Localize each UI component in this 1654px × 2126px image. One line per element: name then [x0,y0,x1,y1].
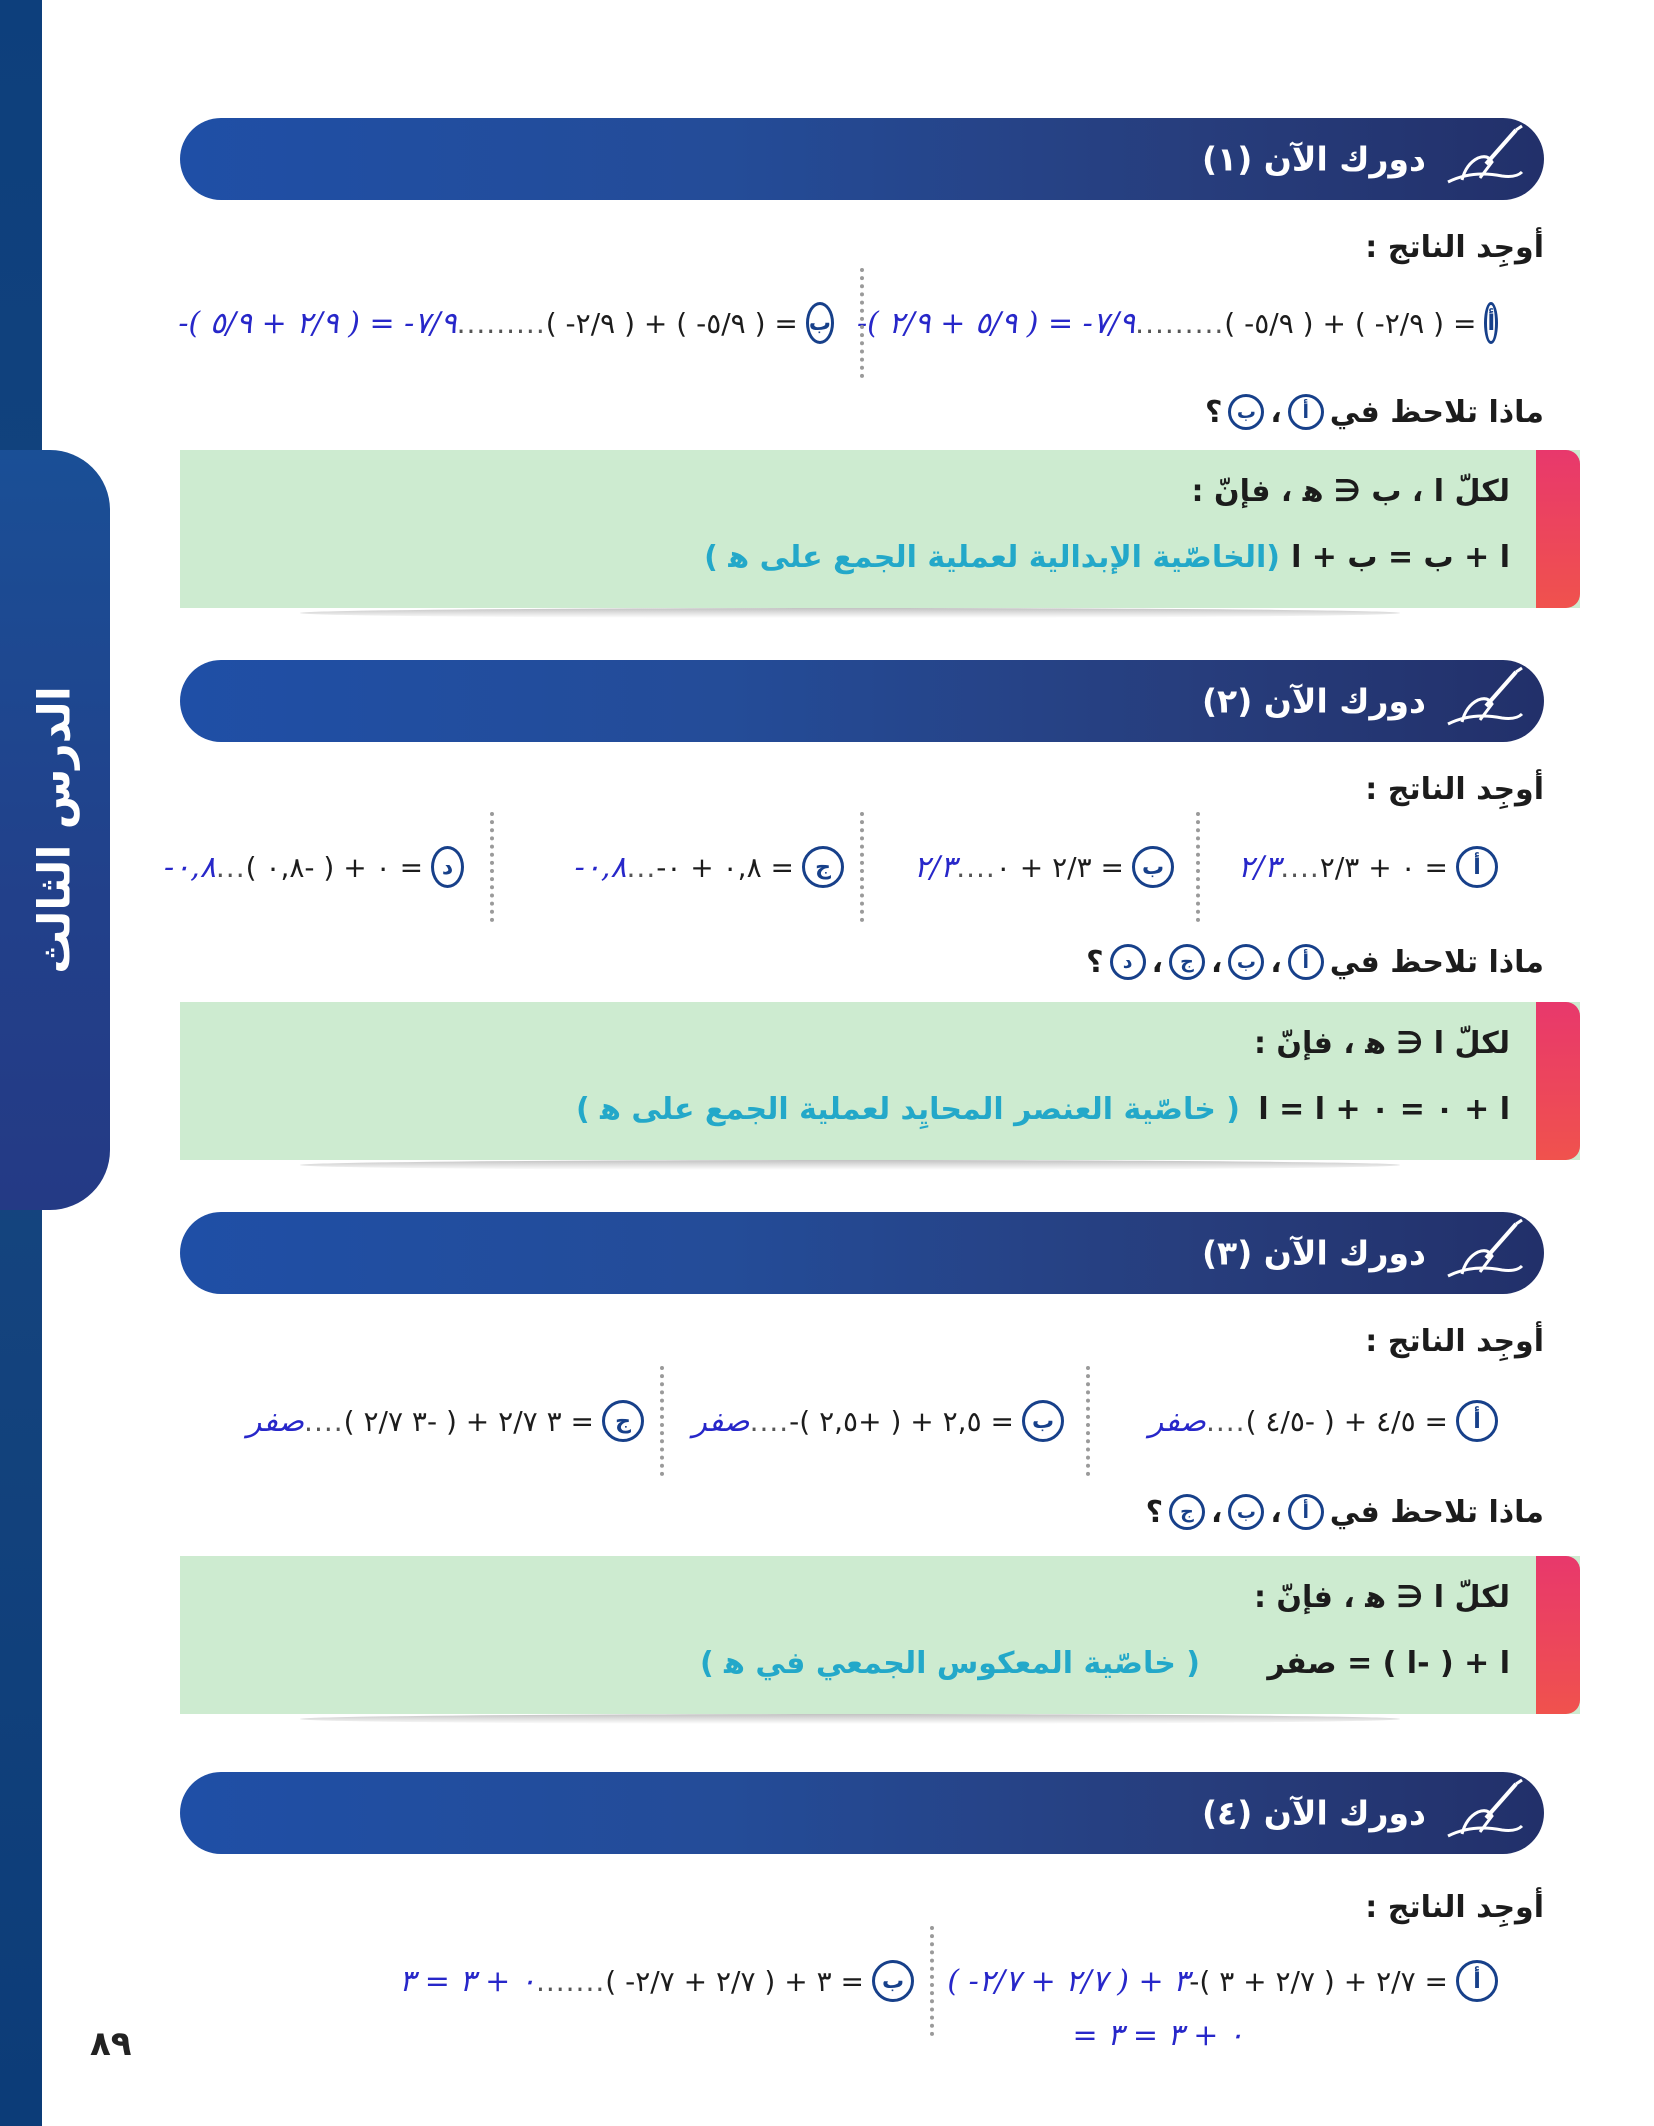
property-name: ( خاصّية العنصر المحايِد لعملية الجمع على ﻫ ) [575,1092,1240,1127]
question-text: ماذا تلاحظ في [1329,1494,1544,1530]
dotted-separator [860,268,864,378]
label-badge: ب [1022,1400,1064,1442]
dotted-separator [1086,1366,1090,1476]
label-badge: ب [1228,394,1264,430]
lesson-side-tab [0,450,110,1210]
page-number: ٨٩ [90,2024,132,2064]
exercise-text: -٠,٨ + ٠ = [656,850,794,884]
exercise-text: ٠ + ( -٠,٨ ) = [245,850,424,884]
property-box [180,450,1580,608]
exercise-text: ٠ + ٢/٣ = [1319,850,1448,884]
instruction: أوجِد الناتج : [1365,1324,1544,1359]
label-badge: ب [1132,846,1174,888]
handwritten-answer: صفر [692,1403,750,1439]
question: ماذا تلاحظ في أ ، ب ، ج ؟ [1145,1494,1544,1530]
exercise-text: ٤/٥ + ( -٤/٥ ) = [1245,1404,1448,1438]
hand-writing-icon [1442,666,1526,736]
dotted-separator [1196,812,1200,922]
handwritten-answer: ٠ + ٣ = ٣ [399,1963,536,1999]
label-badge: أ [1456,846,1498,888]
exercise-row [164,822,1544,912]
label-badge: أ [1288,1494,1324,1530]
handwritten-answer: صفر [246,1403,305,1439]
exercise-row [180,1936,1544,2053]
section-banner [180,118,1544,200]
exercise-a [938,1936,1498,2026]
exercise-row [180,278,1544,368]
property-box [180,1556,1580,1714]
dotted-separator [660,1366,664,1476]
label-badge: ج [1169,944,1205,980]
exercise-row [180,1376,1544,1466]
exercise-text: ( -٢/٩ ) + ( -٥/٩ ) = [545,306,798,340]
exercise-text: ( -٥/٩ ) + ( -٢/٩ ) = [1224,306,1477,340]
question: ماذا تلاحظ في أ ، ب ، ج ، د ؟ [1086,944,1544,980]
label-badge: ج [602,1400,644,1442]
exercise-a: صفر .... ٤/٥ + ( -٤/٥ ) = أ [1108,1376,1498,1466]
section-title: دورك الآن (١) [1201,139,1426,179]
property-box-shadow [300,1714,1400,1724]
label-badge: د [1110,944,1146,980]
handwritten-answer-line-2: = ٠ + ٣ = ٣ [1072,2018,1244,2053]
question-text: ماذا تلاحظ في [1329,394,1544,430]
exercise-b: ٢/٣ .... ٢/٣ + ٠ = ب [884,822,1174,912]
label-badge: ب [1228,944,1264,980]
label-badge: أ [1288,394,1324,430]
property-condition: لكلّ ا ∈ ﻫ ، فإنّ : [1253,1580,1510,1615]
label-badge: أ [1484,302,1498,344]
dotted-separator [930,1926,934,2036]
exercise-b: ٠ + ٣ = ٣ ....... ( -٢/٧ + ٢/٧ ) + ٣ = ب [354,1936,914,2026]
question-text: ماذا تلاحظ في [1329,944,1544,980]
section-banner [180,1772,1544,1854]
property-name: ( خاصّية المعكوس الجمعي في ﻫ ) [699,1646,1200,1681]
section-title: دورك الآن (٢) [1201,681,1426,721]
section-banner [180,660,1544,742]
label-badge: أ [1456,1960,1498,2002]
property-box-edge [1536,1556,1580,1714]
exercise-text: ٣ ٢/٧ + ( -٣ ٢/٧ ) = [343,1404,594,1438]
section-title: دورك الآن (٣) [1201,1233,1426,1273]
handwritten-answer: ( -٢/٧ + ٢/٧ ) + ٣ [947,1963,1190,1999]
dotted-separator [860,812,864,922]
lesson-label: الدرس الثالث [29,686,81,974]
property-box [180,1002,1580,1160]
exercise-c: -٠,٨ ... -٠,٨ + ٠ = ج [544,822,844,912]
property-formula: ا + ٠ = ٠ + ا = ا [1258,1092,1510,1127]
question-mark: ؟ [1145,1494,1163,1530]
property-name: (الخاصّية الإبدالية لعملية الجمع على ﻫ ) [704,540,1280,575]
property-condition: لكلّ ا ∈ ﻫ ، فإنّ : [1253,1026,1510,1061]
question: ماذا تلاحظ في أ ، ب ؟ [1204,394,1544,430]
exercise-d: -٠,٨ ... ٠ + ( -٠,٨ ) = د [164,822,464,912]
label-badge: ب [872,1960,914,2002]
question-mark: ؟ [1086,944,1104,980]
section-banner [180,1212,1544,1294]
exercise-text: ٢/٣ + ٠ = [995,850,1124,884]
handwritten-answer: ٢/٣ [913,849,957,885]
handwritten-answer: صفر [1148,1403,1206,1439]
instruction: أوجِد الناتج : [1365,230,1544,265]
exercise-text: -٢/٧ + ( ٢/٧ + ٣ ) = [1189,1964,1448,1998]
exercise-b: صفر .... -٢,٥ + ( +٢,٥ ) = ب [664,1376,1064,1466]
handwritten-answer: -٠,٨ [574,849,627,885]
handwritten-answer: ٢/٣ [1237,849,1281,885]
handwritten-answer: -٠,٨ [164,849,216,885]
section-title: دورك الآن (٤) [1201,1793,1426,1833]
exercise-text: -٢,٥ + ( +٢,٥ ) = [789,1404,1014,1438]
property-formula: ا + ب = ب + ا [1291,540,1510,575]
property-box-edge [1536,1002,1580,1160]
exercise-c: صفر .... ٣ ٢/٧ + ( -٣ ٢/٧ ) = ج [204,1376,644,1466]
label-badge: أ [1456,1400,1498,1442]
exercise-a: -( ٥/٩ + ٢/٩ ) = -٧/٩ ......... ( -٥/٩ ) + ( -٢/٩ ) = أ [888,278,1498,368]
property-condition: لكلّ ا ، ب ∈ ﻫ ، فإنّ : [1191,474,1510,509]
hand-writing-icon [1442,1218,1526,1288]
handwritten-answer: -( ٥/٩ + ٢/٩ ) = -٧/٩ [856,305,1136,341]
question-mark: ؟ [1204,394,1223,430]
label-badge: د [431,846,464,888]
label-badge: أ [1288,944,1324,980]
handwritten-answer: -( ٢/٩ + ٥/٩ ) = -٧/٩ [178,305,457,341]
hand-writing-icon [1442,124,1526,194]
exercise-text: ( -٢/٧ + ٢/٧ ) + ٣ = [605,1964,864,1998]
exercise-b: -( ٢/٩ + ٥/٩ ) = -٧/٩ ......... ( -٢/٩ ) + ( -٥/٩ ) = ب [224,278,834,368]
label-badge: ب [806,302,834,344]
label-badge: ج [1169,1494,1205,1530]
property-box-shadow [300,608,1400,618]
instruction: أوجِد الناتج : [1365,1890,1544,1925]
property-formula: ا + ( -ا ) = صفر [1267,1646,1510,1681]
property-box-edge [1536,450,1580,608]
label-badge: ج [802,846,844,888]
dotted-separator [490,812,494,922]
label-badge: ب [1228,1494,1264,1530]
hand-writing-icon [1442,1778,1526,1848]
property-box-shadow [300,1160,1400,1170]
exercise-a: ٢/٣ .... ٠ + ٢/٣ = أ [1208,822,1498,912]
instruction: أوجِد الناتج : [1365,772,1544,807]
